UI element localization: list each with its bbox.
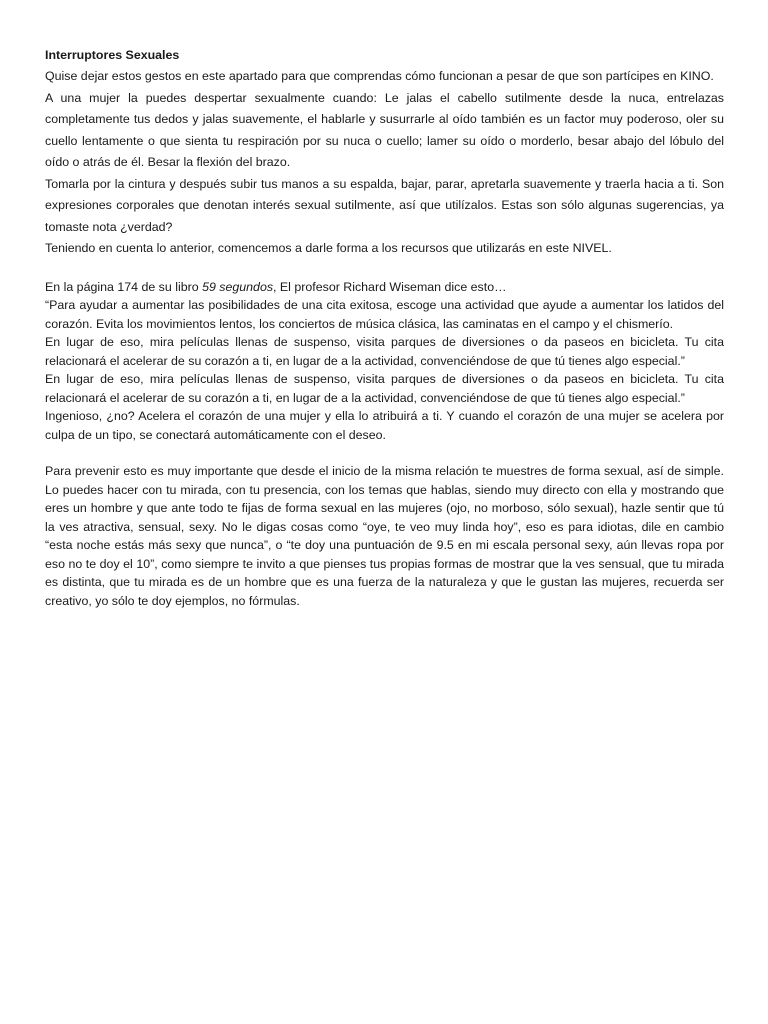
quote-paragraph-2: En lugar de eso, mira películas llenas de suspenso, visita parques de diversiones o da paseos en bicicleta. Tu cita relacionará el acelerar de su corazón a ti, en lugar de a la actividad, convenciéndose de que tú tienes algo especial.”	[45, 335, 724, 368]
quote-paragraph-3: En lugar de eso, mira películas llenas de suspenso, visita parques de diversiones o da paseos en bicicleta. Tu cita relacionará el acelerar de su corazón a ti, en lugar de a la actividad, convenciéndose de que tú tienes algo especial.”	[45, 372, 724, 405]
document-page	[45, 44, 724, 610]
paragraph-despertar: A una mujer la puedes despertar sexualmente cuando: Le jalas el cabello sutilmente desde la nuca, entrelazas completamente tus dedos y jalas suavemente, el hablarle y susurrarle al oído también es un factor muy poderoso, oler su cuello lentamente o que sienta tu respiración por su nuca o cuello; lamer su oído o morderlo, besar abajo del lóbulo del oído o atrás de él. Besar la flexión del brazo.	[45, 90, 724, 169]
paragraph-gap	[45, 444, 724, 462]
book-title: 59 segundos	[202, 279, 274, 294]
paragraph-gap	[45, 260, 724, 278]
paragraph-prevenir: Para prevenir esto es muy importante que desde el inicio de la misma relación te muestres de forma sexual, así de simple. Lo puedes hacer con tu mirada, con tu presencia, con los temas que hablas, siendo muy directo con ella y mostrando que eres un hombre y que ante todo te fijas de forma sexual en las mujeres (ojo, no morboso, sólo sexual), hazle sentir que tú la ves atractiva, sensual, sexy. No le digas cosas como “oye, te veo muy linda hoy”, eso es para idiotas, dile en cambio “esta noche estás más sexy que nunca”, o “te doy una puntuación de 9.5 en mi escala personal sexy, aún llevas ropa por eso no te doy el 10”, como siempre te invito a que pienses tus propias formas de mostrar que la ves sensual, que tu mirada es distinta, que tu mirada es de un hombre que es una fuerza de la naturaleza y que le gustan las mujeres, recuerda ser creativo, yo sólo te doy ejemplos, no fórmulas.	[45, 464, 724, 608]
document-title: Interruptores Sexuales	[45, 48, 180, 62]
paragraph-ingenioso: Ingenioso, ¿no? Acelera el corazón de una mujer y ella lo atribuirá a ti. Y cuando el corazón de una mujer se acelera por culpa de un tipo, se conectará automáticamente con el deseo.	[45, 409, 724, 442]
paragraph-cintura: Tomarla por la cintura y después subir tus manos a su espalda, bajar, parar, apretarla suavemente y traerla hacia a ti. Son expresiones corporales que denotan interés sexual sutilmente, así que utilízalos. Estas son sólo algunas sugerencias, ya tomaste nota ¿verdad?	[45, 176, 724, 234]
quote-paragraph-1: “Para ayudar a aumentar las posibilidades de una cita exitosa, escoge una actividad que ayude a aumentar los latidos del corazón. Evita los movimientos lentos, los conciertos de música clásica, las caminatas en el campo y el chismerío.	[45, 298, 724, 331]
quote-intro-before: En la página 174 de su libro	[45, 279, 203, 294]
paragraph-kino-intro: Quise dejar estos gestos en este apartado para que comprendas cómo funcionan a pesar de que son partícipes en KINO.	[45, 69, 714, 83]
paragraph-nivel: Teniendo en cuenta lo anterior, comencemos a darle forma a los recursos que utilizarás en este NIVEL.	[45, 241, 612, 255]
quote-intro	[45, 278, 724, 297]
quote-intro-after: , El profesor Richard Wiseman dice esto…	[273, 279, 507, 294]
